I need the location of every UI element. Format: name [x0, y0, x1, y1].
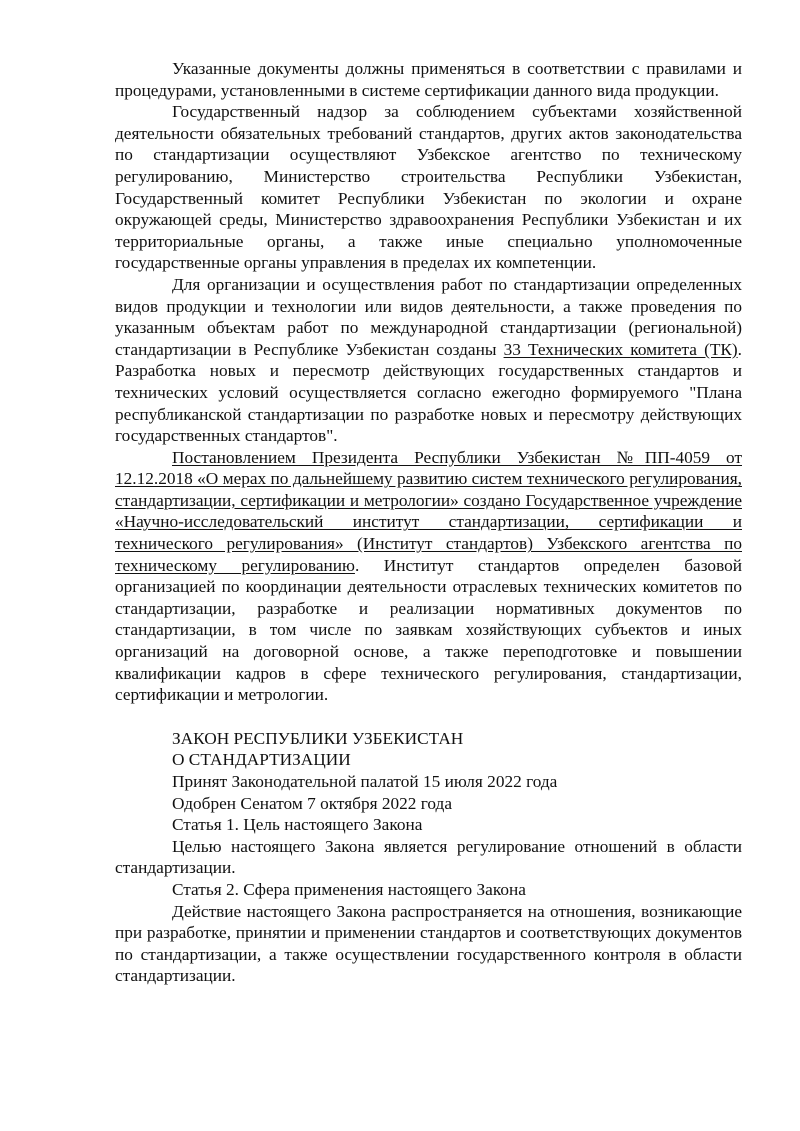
paragraph-state-supervision: Государственный надзор за соблюдением субъектами хозяйственной деятельности обязательных требований стандартов, других актов законодательства по стандартизации осуществляют Узбекское агентство по техническому регулированию, Министерство строительства Республики Узбекистан, Государственный комитет Республики Узбекистан по экологии и охране окружающей среды, Министерство здравоохранения Республики Узбекистан и их территориальные органы, а также иные специально уполномоченные государственные органы управления в пределах их компетенции.	[115, 102, 742, 273]
section-spacer	[115, 706, 742, 728]
presidential-resolution-link[interactable]: Постановлением Президента Республики Узбекистан №ПП-4059 от 12.12.2018 «О мерах по дальнейшему развитию систем технического регулирования, стандартизации, сертификации и метрологии» создано Государственное учреждение «Научно-исследовательский институт стандартизации, сертификации и технического регулирования» (Институт стандартов) Узбекского агентства по техническому регулированию	[115, 447, 742, 575]
document-page	[115, 58, 742, 987]
article2-text: Действие настоящего Закона распространяется на отношения, возникающие при разработке, принятии и применении стандартов и соответствующих документов по стандартизации, а также осуществлении государственного контроля в области стандартизации.	[115, 901, 742, 986]
law-title-line2: О СТАНДАРТИЗАЦИИ	[172, 750, 351, 770]
technical-committees-text-after: . Разработка новых и пересмотр действующих государственных стандартов и технических условий осуществляется согласно ежегодно формируемого "Плана республиканской стандартизации по разработке новых и пересмотру действующих государственных стандартов".	[115, 339, 742, 446]
law-approved-date: Одобрен Сенатом 7 октября 2022 года	[172, 793, 453, 813]
paragraph-certification-documents: Указанные документы должны применяться в соответствии с правилами и процедурами, установленными в системе сертификации данного вида продукции.	[115, 59, 742, 100]
law-title-line1: ЗАКОН РЕСПУБЛИКИ УЗБЕКИСТАН	[172, 728, 464, 748]
article1-title: Статья 1. Цель настоящего Закона	[172, 815, 423, 835]
article2-title: Статья 2. Сфера применения настоящего Закона	[172, 879, 526, 899]
article1-text: Целью настоящего Закона является регулирование отношений в области стандартизации.	[115, 836, 742, 878]
paragraph-technical-committees	[115, 274, 742, 447]
institute-of-standards-text: . Институт стандартов определен базовой организацией по координации деятельности отраслевых технических комитетов по стандартизации, разработке и реализации нормативных документов по стандартизации, в том числе по заявкам хозяйствующих субъектов и иных организаций на договорной основе, а также переподготовке и повышении квалификации кадров в сфере технического регулирования, стандартизации, сертификации и метрологии.	[115, 555, 743, 705]
law-section	[115, 728, 742, 987]
paragraph-institute-of-standards	[115, 447, 742, 706]
technical-committees-link[interactable]: 33 Технических комитета (ТК)	[503, 339, 738, 359]
technical-committees-text-before: Для организации и осуществления работ по стандартизации определенных видов продукции и технологии или видов деятельности, а также проведения по указанным объектам работ по международной стандартизации (региональной) стандартизации в Республике Узбекистан созданы	[115, 274, 742, 359]
law-adopted-date: Принят Законодательной палатой 15 июля 2022 года	[172, 772, 558, 791]
